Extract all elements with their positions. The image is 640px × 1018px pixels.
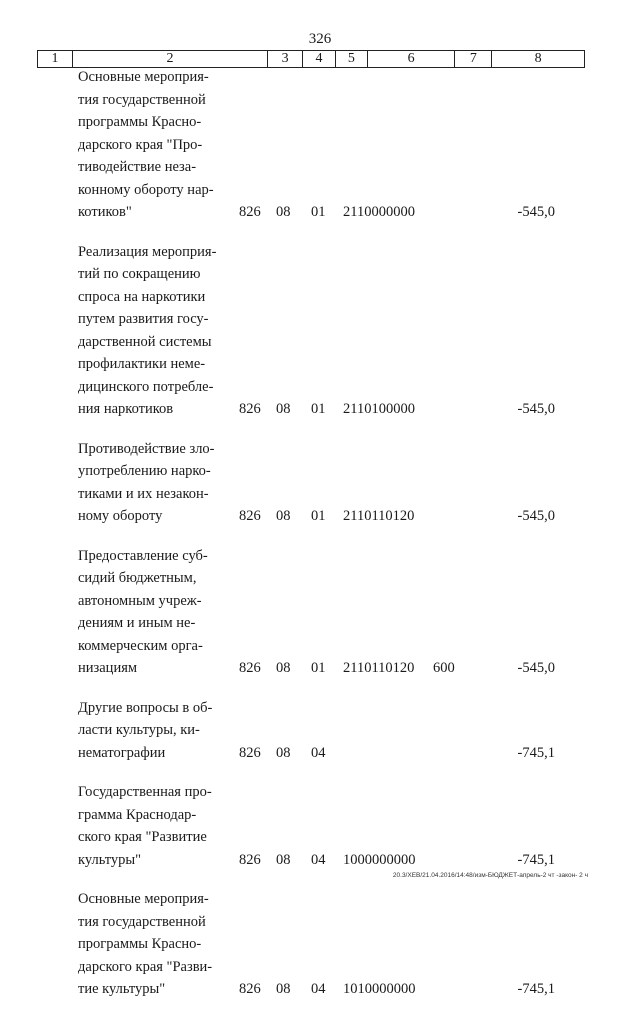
row-sum: -745,1 xyxy=(517,744,555,761)
row-target-article: 1000000000 xyxy=(343,851,416,868)
row-subsection-code: 04 xyxy=(311,981,326,997)
row-sum: -745,1 xyxy=(517,851,555,868)
row-admin-code: 826 xyxy=(239,204,261,220)
row-admin-code: 826 xyxy=(239,851,261,868)
table-row xyxy=(0,781,640,871)
row-expense-type: 600 xyxy=(433,660,455,676)
header-col-8: 8 xyxy=(534,51,542,66)
row-admin-code: 826 xyxy=(239,508,261,524)
row-section-code: 08 xyxy=(276,401,291,417)
row-admin-code: 826 xyxy=(239,660,261,676)
header-col-3: 3 xyxy=(268,51,303,67)
row-target-article: 1010000000 xyxy=(343,981,416,997)
row-description: Основные мероприя- тия государственной программы Красно- дарского края "Разви- тие культуры" xyxy=(78,891,213,997)
page-number: 326 xyxy=(308,31,332,47)
table-row xyxy=(0,438,640,528)
row-description: Предоставление суб- сидий бюджетным, автономным учреж- дениям и иным не- коммерческим орга- низациям xyxy=(78,547,208,676)
row-admin-code: 826 xyxy=(239,981,261,997)
row-description: Реализация мероприя- тий по сокращению спроса на наркотики путем развития госу- дарственной системы профилактики неме- дицинского потребле- ния наркотиков xyxy=(78,243,217,417)
row-section-code: 08 xyxy=(276,851,291,868)
row-description: Другие вопросы в об- ласти культуры, ки- нематографии xyxy=(78,699,213,761)
row-section-code: 08 xyxy=(276,204,291,220)
row-sum: -545,0 xyxy=(517,204,555,220)
row-sum: -545,0 xyxy=(517,508,555,524)
row-sum: -545,0 xyxy=(517,401,555,417)
row-target-article: 2110110120 xyxy=(343,508,415,524)
header-col-5: 5 xyxy=(336,51,368,67)
row-subsection-code: 04 xyxy=(311,851,326,868)
row-subsection-code: 01 xyxy=(311,660,326,676)
table-row xyxy=(0,545,640,680)
row-admin-code: 826 xyxy=(239,744,261,761)
row-description: Основные мероприя- тия государственной программы Красно- дарского края "Про- тиводействие неза- конному обороту нар- котиков" xyxy=(78,69,214,220)
row-target-article: 2110110120 xyxy=(343,660,415,676)
row-target-article: 2110000000 xyxy=(343,204,415,220)
header-col-2: 2 xyxy=(73,51,268,67)
row-sum: -545,0 xyxy=(517,660,555,676)
row-subsection-code: 01 xyxy=(311,401,326,417)
header-col-7: 7 xyxy=(455,51,492,67)
row-sum: -745,1 xyxy=(517,981,555,997)
header-col-6: 6 xyxy=(368,51,456,67)
header-col-4: 4 xyxy=(303,51,336,67)
row-target-article: 2110100000 xyxy=(343,401,415,417)
row-section-code: 08 xyxy=(276,744,291,761)
row-description: Государственная про- грамма Краснодар- ского края "Развитие культуры" xyxy=(78,784,212,868)
table-row xyxy=(0,66,640,224)
row-admin-code: 826 xyxy=(239,401,261,417)
table-row xyxy=(0,697,640,765)
row-section-code: 08 xyxy=(276,981,291,997)
table-row xyxy=(0,241,640,421)
row-description: Противодействие зло- употреблению нарко- тиками и их незакон- ному обороту xyxy=(78,440,215,524)
row-section-code: 08 xyxy=(276,660,291,676)
footer-document-code: 20.3/ХЕВ/21.04.2016/14:48/изм-БЮДЖЕТ-апрель-2 чт -закон- 2 ч xyxy=(392,872,588,879)
row-subsection-code: 04 xyxy=(311,744,326,761)
row-subsection-code: 01 xyxy=(311,508,326,524)
header-col-1: 1 xyxy=(38,51,73,67)
row-subsection-code: 01 xyxy=(311,204,326,220)
row-section-code: 08 xyxy=(276,508,291,524)
